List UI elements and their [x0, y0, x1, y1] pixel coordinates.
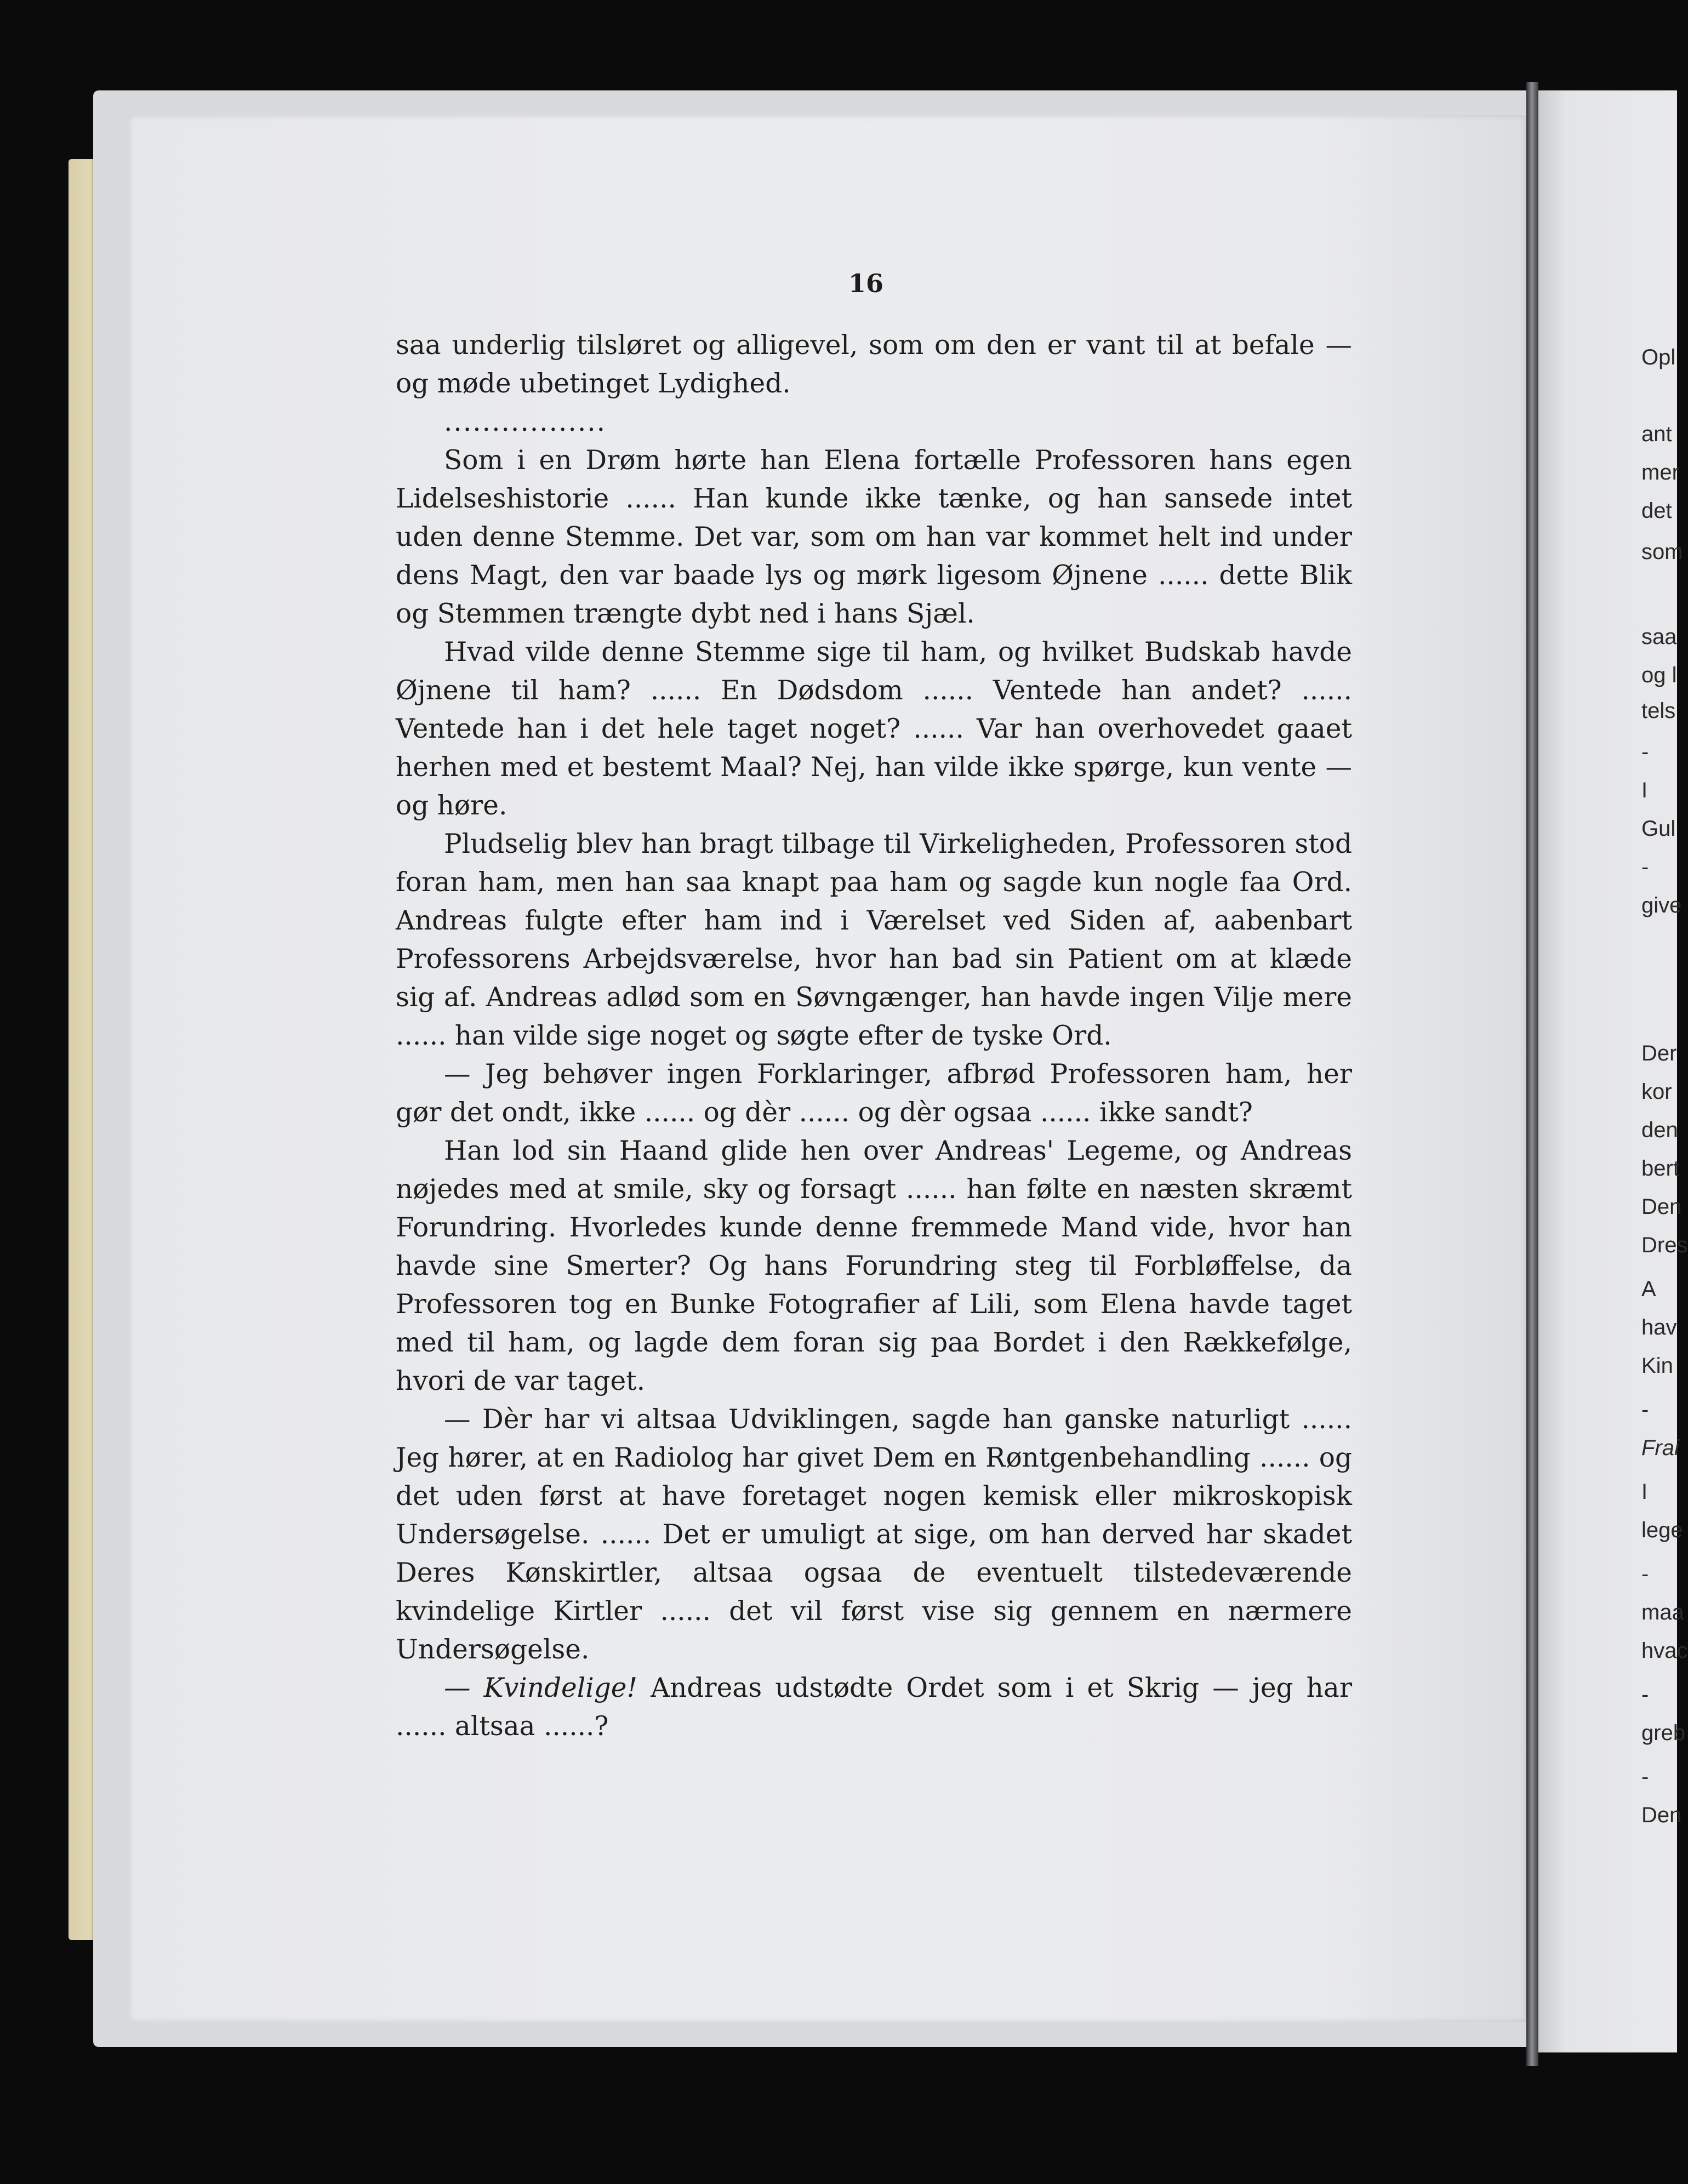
right-page-fragment: hav: [1641, 1315, 1677, 1339]
paragraph: saa underlig tilsløret og alligevel, som om den er vant til at befale — og møde ubetinget Lydighed.: [396, 330, 1352, 399]
paragraph: Han lod sin Haand glide hen over Andreas' Legeme, og Andreas nøjedes med at smile, sky og forsagt ...... han følte en næsten skræmt Forundring. Hvorledes kunde denne fremmede Mand vide, hvor han havde sine Smerter? Og hans Forundring steg til Forbløffelse, da Professoren tog en Bunke Fotografier af Lili, som Elena havde taget med til ham, og lagde dem foran sig paa Bordet i den Rækkefølge, hvori de var taget.: [396, 1136, 1352, 1396]
right-page-fragment: give: [1641, 893, 1682, 917]
right-page-fragment: -: [1641, 1765, 1649, 1789]
right-page-fragment: saa: [1641, 625, 1677, 649]
italic-exclamation: — Kvindelige!: [444, 1673, 637, 1703]
right-page-fragment: hvac: [1641, 1639, 1688, 1663]
right-page-fragment: lege: [1641, 1518, 1683, 1542]
right-page-fragment: Dres: [1641, 1233, 1688, 1257]
right-page-fragment: greb: [1641, 1721, 1686, 1745]
paragraph: — Dèr har vi altsaa Udviklingen, sagde han ganske naturligt ...... Jeg hører, at en Radiolog har givet Dem en Røntgenbehandling ...... og det uden først at have foretaget nogen kemisk eller mikroskopisk Undersøgelse. ...... Det er umuligt at sige, om han derved har skadet Deres Kønskirtler, altsaa ogsaa de eventuelt tilstedeværende kvindelige Kirtler ...... det vil først vise sig gennem en nærmere Undersøgelse.: [396, 1404, 1352, 1665]
right-page-fragment: A: [1641, 1277, 1656, 1301]
right-page-fragment: den: [1641, 1118, 1678, 1142]
right-page-fragment: Opl: [1641, 345, 1676, 369]
right-page-fragment: I: [1641, 778, 1648, 802]
right-page-fragment: Kin: [1641, 1354, 1673, 1378]
right-page-fragment: -: [1641, 740, 1649, 764]
right-page-fragment: Frai: [1641, 1436, 1679, 1460]
right-page-fragment: -: [1641, 1562, 1649, 1586]
right-page-fragment: Gul: [1641, 817, 1676, 841]
right-page-fragment: kor: [1641, 1080, 1672, 1104]
right-page-fragment: I: [1641, 1480, 1648, 1504]
right-page-fragment: ant: [1641, 422, 1672, 446]
right-page-fragment: Der: [1641, 1041, 1677, 1065]
paragraph: Som i en Drøm hørte han Elena fortælle Professoren hans egen Lidelseshistorie ...... Han kunde ikke tænke, og han sansede intet uden denne Stemme. Det var, som om han var kommet helt ind under dens Magt, den var baade lys og mørk ligesom Øjnene ...... dette Blik og Stemmen trængte dybt ned i hans Sjæl.: [396, 445, 1352, 629]
paragraph: Pludselig blev han bragt tilbage til Virkeligheden, Professoren stod foran ham, men han saa knapt paa ham og sagde kun nogle faa Ord. Andreas fulgte efter ham ind i Værelset ved Siden af, aabenbart Professorens Arbejdsværelse, hvor han bad sin Patient om at klæde sig af. Andreas adlød som en Søvngænger, han havde ingen Vilje mere ...... han vilde sige noget og søgte efter de tyske Ord.: [396, 829, 1352, 1051]
right-page-fragment: maa: [1641, 1600, 1684, 1624]
right-page-fragment: og l: [1641, 663, 1677, 687]
right-page-fragment: -: [1641, 855, 1649, 879]
right-page-fragment: bert: [1641, 1156, 1679, 1181]
paragraph: — Jeg behøver ingen Forklaringer, afbrød Professoren ham, her gør det ondt, ikke ...... og dèr ...... og dèr ogsaa ...... ikke sandt?: [396, 1059, 1352, 1128]
page-number: 16: [848, 269, 883, 298]
right-page-fragment: -: [1641, 1398, 1649, 1422]
paragraph: .................: [444, 407, 607, 437]
right-page-fragment: Den: [1641, 1195, 1682, 1219]
right-page-fragment: som: [1641, 540, 1683, 564]
right-page-fragment: det: [1641, 499, 1672, 523]
right-page-fragment: tels: [1641, 699, 1676, 723]
right-page-fragment: mer: [1641, 460, 1679, 484]
right-page-fragment: -: [1641, 1683, 1649, 1707]
paragraph-last-text: Andreas udstødte Ordet som i et Skrig — jeg har ...... altsaa ......?: [396, 1673, 1353, 1742]
paragraph: Hvad vilde denne Stemme sige til ham, og hvilket Budskab havde Øjnene til ham? ...... En Dødsdom ...... Ventede han andet? ...... Ventede han i det hele taget noget? ...... Var han overhovedet gaaet herhen med et bestemt Maal? Nej, han vilde ikke spørge, kun vente —og høre.: [396, 637, 1352, 821]
right-page-fragment: Den: [1641, 1803, 1682, 1827]
